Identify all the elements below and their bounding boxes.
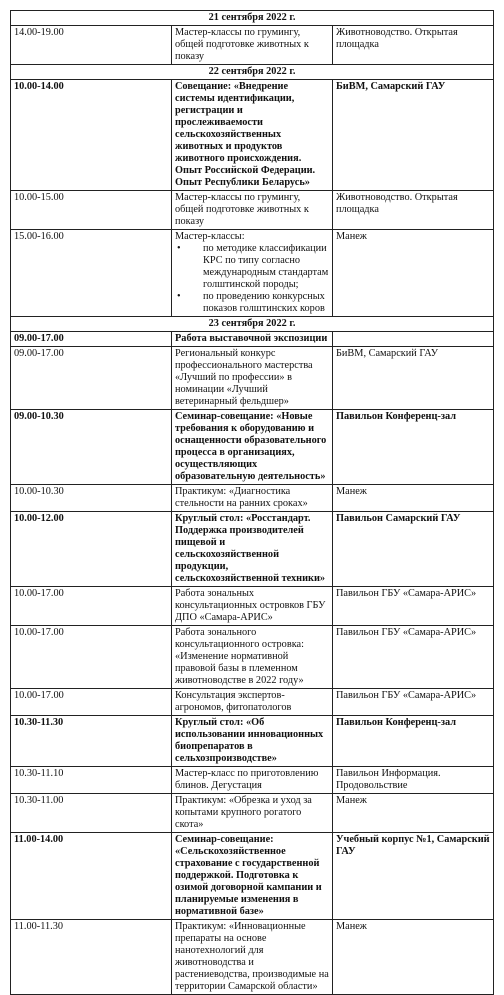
place-cell: Животноводство. Открытая площадка bbox=[333, 26, 494, 65]
schedule-table bbox=[10, 10, 494, 995]
schedule-body bbox=[11, 11, 494, 995]
event-text: Совещание: «Внедрение системы идентификации, регистрации и прослеживаемости сельскохозяйственных животных и продуктов животного происхождения. Опыт Российской Федерации. Опыт Республики Беларусь» bbox=[175, 81, 316, 188]
time-cell: 10.00-17.00 bbox=[11, 626, 172, 689]
place-cell: Манеж bbox=[333, 230, 494, 317]
event-cell bbox=[172, 767, 333, 794]
bullet-item bbox=[175, 243, 329, 291]
time-cell: 10.30-11.00 bbox=[11, 794, 172, 833]
schedule-row bbox=[11, 347, 494, 410]
place-cell: БиВМ, Самарский ГАУ bbox=[333, 80, 494, 191]
event-cell bbox=[172, 587, 333, 626]
place-cell: Павильон ГБУ «Самара-АРИС» bbox=[333, 689, 494, 716]
time-cell: 10.00-17.00 bbox=[11, 689, 172, 716]
event-text: Круглый стол: «Об использовании инновационных биопрепаратов в сельхозпроизводстве» bbox=[175, 717, 324, 764]
time-cell: 14.00-19.00 bbox=[11, 26, 172, 65]
event-cell bbox=[172, 833, 333, 920]
event-cell bbox=[172, 26, 333, 65]
time-cell: 10.00-15.00 bbox=[11, 191, 172, 230]
schedule-row bbox=[11, 689, 494, 716]
event-text: Работа выставочной экспозиции bbox=[175, 333, 328, 344]
place-cell: Павильон Конференц-зал bbox=[333, 410, 494, 485]
schedule-row bbox=[11, 80, 494, 191]
event-text: Мастер-класс по приготовлению блинов. Дегустация bbox=[175, 768, 319, 791]
place-cell: Павильон Самарский ГАУ bbox=[333, 512, 494, 587]
event-text: Региональный конкурс профессионального мастерства «Лучший по профессии» в номинации «Лучший ветеринарный фельдшер» bbox=[175, 348, 313, 407]
time-cell: 10.00-12.00 bbox=[11, 512, 172, 587]
time-cell: 10.00-14.00 bbox=[11, 80, 172, 191]
schedule-row bbox=[11, 512, 494, 587]
event-text: Семинар-совещание: «Новые требования к оборудованию и оснащенности образовательного процесса в организациях, осуществляющих образовательную деятельность» bbox=[175, 411, 327, 482]
schedule-sheet bbox=[10, 10, 494, 995]
date-heading: 22 сентября 2022 г. bbox=[11, 65, 494, 80]
event-cell bbox=[172, 191, 333, 230]
event-text: Мастер-классы по грумингу, общей подготовке животных к показу bbox=[175, 27, 309, 62]
schedule-row bbox=[11, 230, 494, 317]
bullet-item bbox=[175, 291, 329, 315]
event-text: Работа зональных консультационных островков ГБУ ДПО «Самара-АРИС» bbox=[175, 588, 326, 623]
place-cell: Павильон ГБУ «Самара-АРИС» bbox=[333, 587, 494, 626]
event-cell bbox=[172, 485, 333, 512]
event-cell bbox=[172, 512, 333, 587]
schedule-row bbox=[11, 767, 494, 794]
time-cell: 11.00-11.30 bbox=[11, 920, 172, 995]
schedule-row bbox=[11, 794, 494, 833]
place-cell: Манеж bbox=[333, 485, 494, 512]
event-cell bbox=[172, 230, 333, 317]
event-cell bbox=[172, 80, 333, 191]
place-cell: БиВМ, Самарский ГАУ bbox=[333, 347, 494, 410]
time-cell: 10.30-11.10 bbox=[11, 767, 172, 794]
event-cell bbox=[172, 626, 333, 689]
time-cell: 09.00-17.00 bbox=[11, 347, 172, 410]
bullet-text: по проведению конкурсных показов голштинских коров bbox=[203, 291, 325, 314]
date-row bbox=[11, 11, 494, 26]
place-cell: Животноводство. Открытая площадка bbox=[333, 191, 494, 230]
place-cell: Манеж bbox=[333, 794, 494, 833]
schedule-row bbox=[11, 485, 494, 512]
event-text: Круглый стол: «Росстандарт. Поддержка производителей пищевой и сельскохозяйственной продукции, сельскохозяйственной техники» bbox=[175, 513, 326, 584]
time-cell: 15.00-16.00 bbox=[11, 230, 172, 317]
event-cell bbox=[172, 332, 333, 347]
event-cell bbox=[172, 794, 333, 833]
place-cell: Учебный корпус №1, Самарский ГАУ bbox=[333, 833, 494, 920]
event-text: Семинар-совещание: «Сельскохозяйственное страхование с государственной поддержкой. Подготовка к озимой договорной кампании и планируемые изменения в нормативной базе» bbox=[175, 834, 322, 917]
schedule-row bbox=[11, 26, 494, 65]
schedule-row bbox=[11, 833, 494, 920]
bullet-dot-icon: • bbox=[177, 291, 181, 302]
time-cell: 09.00-17.00 bbox=[11, 332, 172, 347]
event-text: Работа зонального консультационного островка: «Изменение нормативной правовой базы в племенном животноводстве в 2022 году» bbox=[175, 627, 304, 686]
place-cell: Манеж bbox=[333, 920, 494, 995]
event-cell bbox=[172, 689, 333, 716]
event-cell bbox=[172, 410, 333, 485]
event-cell bbox=[172, 716, 333, 767]
place-cell bbox=[333, 332, 494, 347]
event-text: Практикум: «Диагностика стельности на ранних сроках» bbox=[175, 486, 308, 509]
event-text: Мастер-классы: bbox=[175, 231, 245, 242]
place-cell: Павильон ГБУ «Самара-АРИС» bbox=[333, 626, 494, 689]
date-heading: 21 сентября 2022 г. bbox=[11, 11, 494, 26]
event-text: Мастер-классы по грумингу, общей подготовке животных к показу bbox=[175, 192, 309, 227]
schedule-row bbox=[11, 716, 494, 767]
schedule-row bbox=[11, 587, 494, 626]
time-cell: 10.00-10.30 bbox=[11, 485, 172, 512]
place-cell: Павильон Информация. Продовольствие bbox=[333, 767, 494, 794]
date-heading: 23 сентября 2022 г. bbox=[11, 317, 494, 332]
bullet-dot-icon: • bbox=[177, 243, 181, 254]
schedule-row bbox=[11, 626, 494, 689]
event-text: Консультация экспертов-агрономов, фитопатологов bbox=[175, 690, 292, 713]
event-text: Практикум: «Обрезка и уход за копытами крупного рогатого скота» bbox=[175, 795, 312, 830]
event-cell bbox=[172, 920, 333, 995]
date-row bbox=[11, 317, 494, 332]
date-row bbox=[11, 65, 494, 80]
schedule-row bbox=[11, 191, 494, 230]
place-cell: Павильон Конференц-зал bbox=[333, 716, 494, 767]
bullet-text: по методике классификации КРС по типу согласно международным стандартам голштинской породы; bbox=[203, 243, 329, 290]
time-cell: 09.00-10.30 bbox=[11, 410, 172, 485]
time-cell: 10.00-17.00 bbox=[11, 587, 172, 626]
time-cell: 10.30-11.30 bbox=[11, 716, 172, 767]
event-cell bbox=[172, 347, 333, 410]
time-cell: 11.00-14.00 bbox=[11, 833, 172, 920]
schedule-row bbox=[11, 920, 494, 995]
event-text: Практикум: «Инновационные препараты на основе нанотехнологий для животноводства и растениеводства, производимые на территории Самарской области» bbox=[175, 921, 329, 992]
schedule-row bbox=[11, 332, 494, 347]
schedule-row bbox=[11, 410, 494, 485]
